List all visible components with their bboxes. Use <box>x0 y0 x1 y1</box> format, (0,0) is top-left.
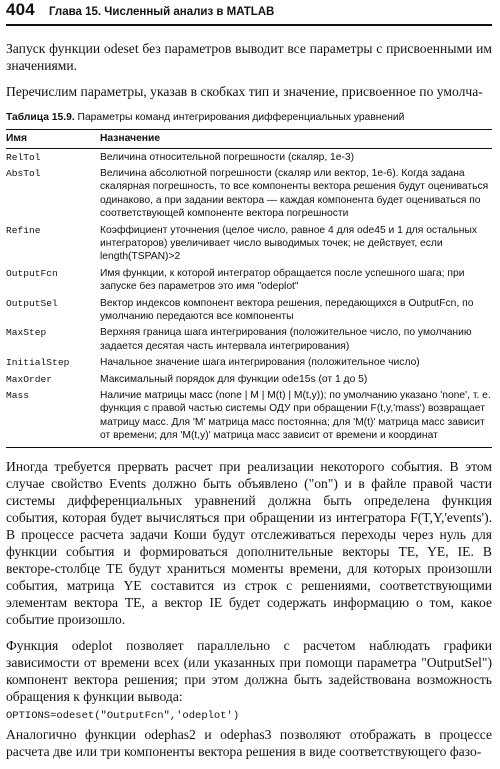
body-paragraph-events: Иногда требуется прервать расчет при реализации некоторого события. В этом случае свойство Events должно быть объявлено ("on") и в файле правой части системы дифференциальных уравнений должна быть определена функция события, которая будет вычисляться при обращении из интегратора F(T,Y,'events'). В процессе расчета задачи Коши будут отслеживаться переходы через нуль для функции события и формироваться дополнительные векторы TE, YE, IE. В векторе-столбце TE будут храниться моменты времени, для которых произошли события, матрица YE составится из строк с решениями, соответствующими элементам вектора TE, а вектор IE будет содержать информацию о том, какое событие произошло. <box>6 458 492 627</box>
param-description: Максимальный порядок для функции ode15s (от 1 до 5) <box>100 373 368 385</box>
body-text <box>6 458 492 760</box>
table-row <box>6 222 492 265</box>
table-header-row <box>6 130 492 149</box>
param-description: Начальное значение шага интегрирования (положительное число) <box>100 357 420 369</box>
table-row <box>6 149 492 166</box>
table-row <box>6 325 492 355</box>
intro-paragraph-2: Перечислим параметры, указав в скобках тип и значение, присвоенное по умолча- <box>6 84 483 99</box>
column-header-name: Имя <box>6 130 100 149</box>
parameters-table <box>6 129 492 448</box>
table-row <box>6 388 492 448</box>
body-paragraph-odephas: Аналогично функции odephas2 и odephas3 позволяют отображать в процессе расчета две или три компоненты вектора решения в виде соответствующего фазо- <box>6 726 492 759</box>
table-row <box>6 295 492 325</box>
page-number: 404 <box>6 0 35 19</box>
param-description: Наличие матрицы масс (none | M | M(t) | M(t,y)); по умолчанию указано 'none', т. е. функция с правой частью системы ОДУ при обращении F(t,y,'mass') возвращает матрицу масс. Для 'M' матрица масс постоянна; для 'M(t)' матрица масс зависит от времени; для 'M(t,y)' матрица масс зависит от времени и координат <box>100 388 492 448</box>
param-name: RelTol <box>6 151 41 163</box>
param-description: Величина относительной погрешности (скаляр, 1е-3) <box>100 151 355 163</box>
param-name: MaxOrder <box>6 373 53 385</box>
param-description: Верхняя граница шага интегрирования (положительное число, по умолчанию задается десятая часть интервала интегрирования) <box>100 327 472 352</box>
column-header-purpose: Назначение <box>100 130 492 149</box>
table-caption-label: Таблица 15.9. <box>6 112 75 123</box>
table-row <box>6 355 492 371</box>
param-name: MaxStep <box>6 327 47 339</box>
param-name: Refine <box>6 224 41 236</box>
table-row <box>6 165 492 222</box>
table-row <box>6 265 492 295</box>
param-name: InitialStep <box>6 357 70 369</box>
table-caption-text: Параметры команд интегрирования дифференциальных уравнений <box>74 112 405 123</box>
code-example: OPTIONS=odeset("OutputFcn",'odeplot') <box>6 709 240 722</box>
param-name: OutputFcn <box>6 267 58 279</box>
param-name: OutputSel <box>6 297 58 309</box>
param-description: Вектор индексов компонент вектора решения, передающихся в OutputFcn, по умолчанию передаются все компоненты <box>100 297 474 322</box>
table-caption <box>6 112 492 123</box>
param-description: Имя функции, к которой интегратор обращается после успешного шага; при запуске без параметров это имя "odeplot" <box>100 267 465 293</box>
param-description: Величина абсолютной погрешности (скаляр или вектор, 1е-6). Когда задана скалярная погрешность, то все компоненты вектора решения будут оцениваться одинаково, а при задании вектора — каждая компонента будет оцениваться по соответствующей компоненте вектора погрешности <box>100 167 489 220</box>
intro-paragraph-1: Запуск функции odeset без параметров выводит все параметры с присвоенными им значениями. <box>6 41 492 73</box>
param-description: Коэффициент уточнения (целое число, равное 4 для ode45 и 1 для остальных интеграторов) увеличивает число выводимых точек; не действует, если length(TSPAN)>2 <box>100 224 478 263</box>
table-row <box>6 371 492 387</box>
param-name: Mass <box>6 388 100 448</box>
body-paragraph-odeplot: Функция odeplot позволяет параллельно с расчетом наблюдать графики зависимости от времени всех (или указанных при помощи параметра "OutputSel") компонент вектора решения; при этом должна быть задействована возможность обращения к функции вывода: <box>6 637 492 704</box>
running-head <box>6 0 492 26</box>
chapter-title: Глава 15. Численный анализ в MATLAB <box>48 6 275 18</box>
param-name: AbsTol <box>6 167 41 179</box>
